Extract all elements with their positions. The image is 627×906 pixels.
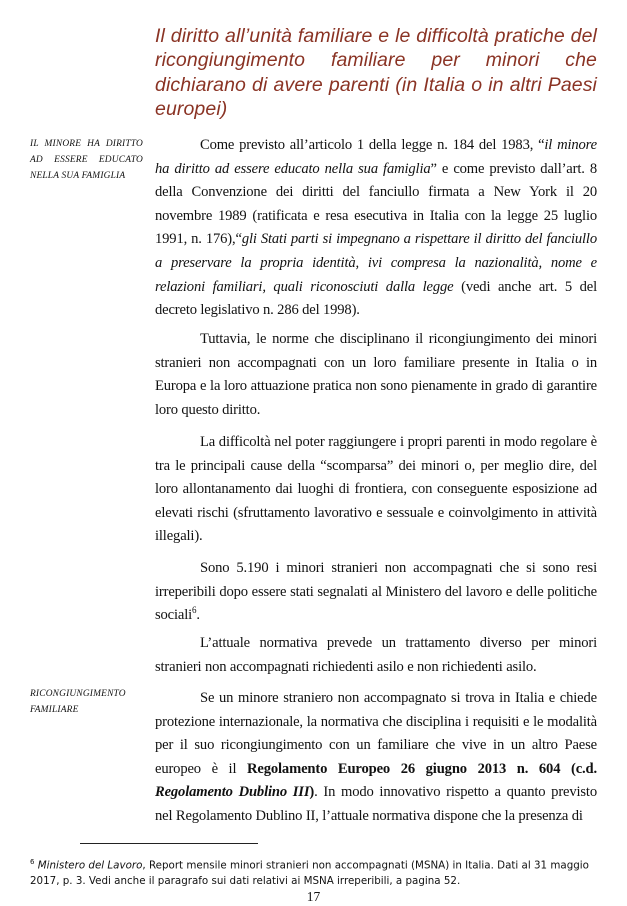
footnote-separator: [80, 843, 258, 844]
footnote-number: 6: [30, 858, 35, 866]
quote-convention-art8: gli Stati parti si impegnano a rispettare il diritto del fanciullo a preservare la propria identità, ivi compresa la nazionalità, nome e relazioni familiari, quali riconosciuti dalla legge: [155, 231, 597, 295]
margin-note-minor-right: IL MINORE HA DIRITTO AD ESSERE EDUCATO NELLA SUA FAMIGLIA: [30, 139, 143, 181]
quote-law-184: il minore ha diritto ad essere educato nella sua famiglia: [155, 137, 597, 177]
footnote: [30, 855, 600, 889]
text-run: (vedi anche art. 5 del decreto legislativo n. 286 del 1998).: [155, 278, 597, 319]
paragraph-norms-limits: Tuttavia, le norme che disciplinano il ricongiungimento dei minori stranieri non accompagnati con un loro familiare presente in Italia o in Europa e la loro attuazione pratica non sono pienamente in grado di garantire loro questo diritto.: [155, 331, 597, 418]
footnote-source: Ministero del Lavoro: [37, 859, 143, 872]
paragraph-legal-basis: [155, 134, 597, 323]
paragraph-dublin-regulation: [155, 687, 597, 829]
page-number: 17: [306, 889, 321, 904]
paragraph-disappearance: La difficoltà nel poter raggiungere i propri parenti in modo regolare è tra le principali cause della “scomparsa” dei minori o, per meglio dire, del loro allontanamento dai luoghi di frontiera, con conseguente esposizione ad elevati rischi (sfruttamento lavorativo e sessuale e coinvolgimento in attività illegali).: [155, 434, 597, 545]
regulation-name: Regolamento Europeo 26 giugno 2013 n. 604 (c.d. Regolamento Dublino III): [155, 760, 597, 801]
paragraph-asylum-distinction: L’attuale normativa prevede un trattamento diverso per minori stranieri non accompagnati richiedenti asilo e non richiedenti asilo.: [155, 635, 597, 675]
text-run: . In modo innovativo rispetto a quanto previsto nel Regolamento Dublino II, l’attuale normativa dispone che la presenza di: [155, 784, 597, 824]
text-run: Come previsto all’articolo 1 della legge n. 184 del 1983, “: [200, 137, 545, 153]
footnote-reference: 6: [192, 605, 197, 616]
text-run: Sono 5.190 i minori stranieri non accompagnati che si sono resi irreperibili dopo essere stati segnalati al Ministero del lavoro e delle politiche sociali: [155, 560, 597, 624]
text-run: Se un minore straniero non accompagnato si trova in Italia e chiede protezione internazionale, la normativa che disciplina i requisiti e le modalità per il suo ricongiungimento con un familiare che vive in un altro Paese europeo è il: [155, 690, 597, 777]
text-run: ” e come previsto dall’art. 8 della Convenzione dei diritti del fanciullo firmata a New York il 20 novembre 1989 (ratificata e resa esecutiva in Italia con la legge 25 luglio 1991, n. 176),“: [155, 160, 597, 248]
footnote-text: , Report mensile minori stranieri non accompagnati (MSNA) in Italia. Dati al 31 maggio 2017, p. 3. Vedi anche il paragrafo sui dati relativi ai MSNA irreperibili, a pagina 52.: [30, 859, 589, 887]
section-heading: Il diritto all’unità familiare e le difficoltà pratiche del ricongiungimento familiare per minori che dichiarano di avere parenti (in Italia o in altri Paesi europei): [155, 25, 597, 120]
paragraph-statistics: [155, 557, 597, 628]
text-run: .: [196, 607, 200, 624]
margin-note-reunification: RICONGIUNGIMENTO FAMILIARE: [30, 689, 126, 715]
